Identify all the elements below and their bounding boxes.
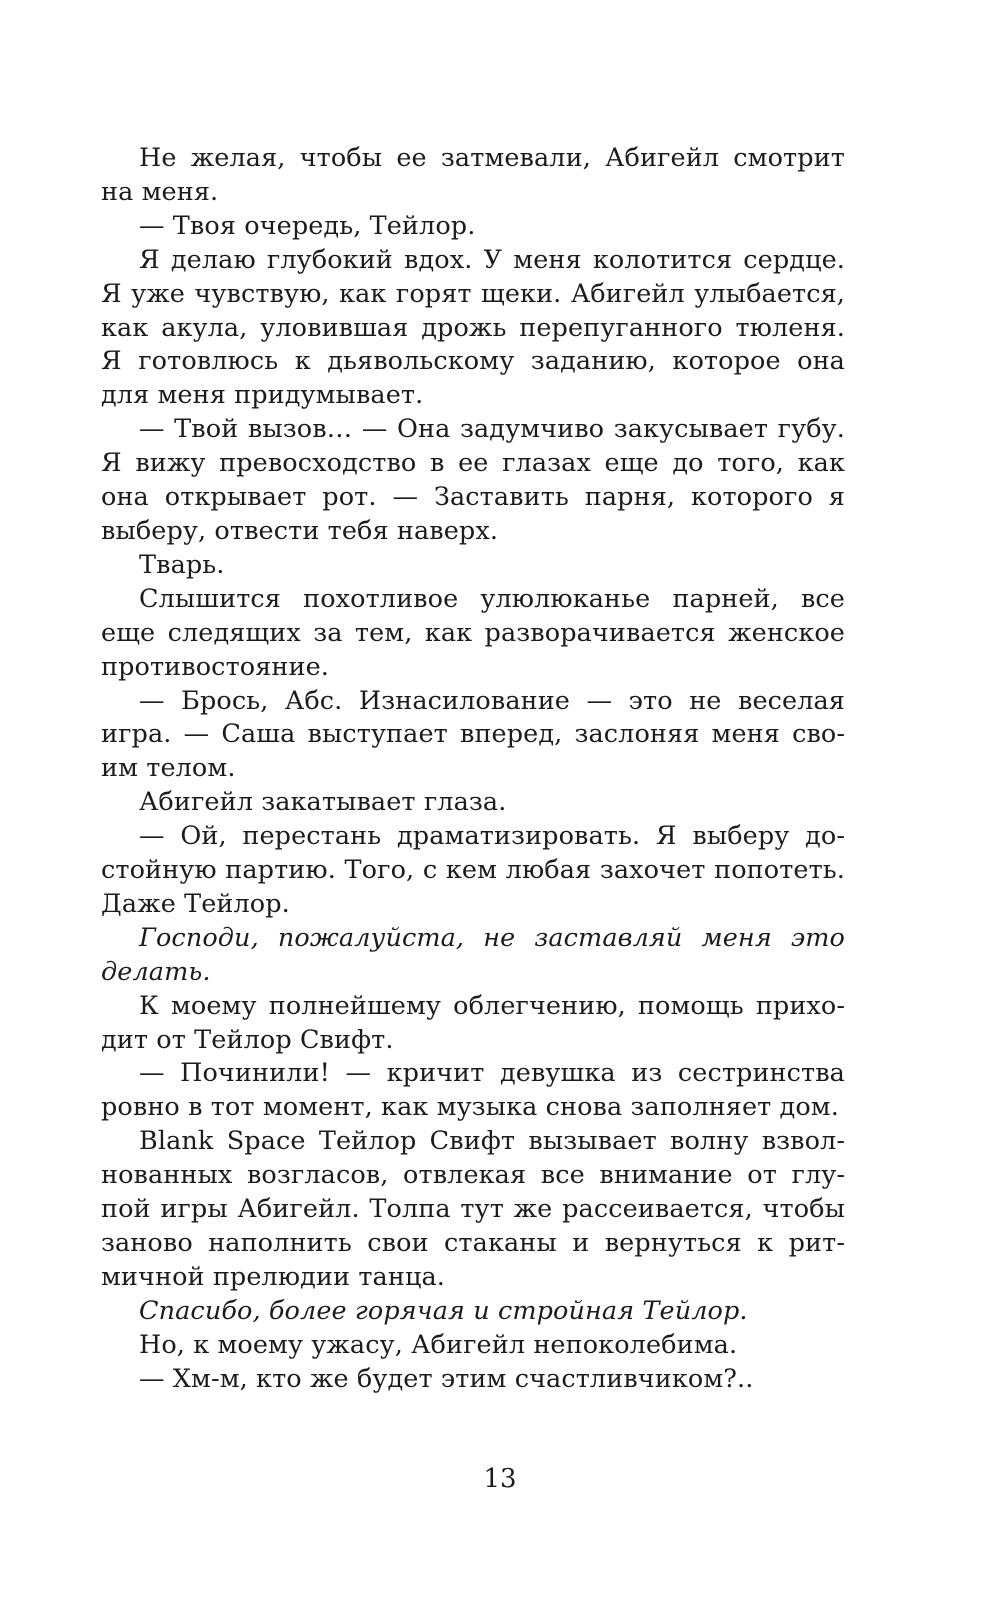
paragraph: Слышится похотливое улюлюканье парней, все еще следящих за тем, как разворачивается женское противостояние.	[101, 583, 845, 682]
paragraph: — Хм-м, кто же будет этим счастливчиком?..	[139, 1363, 754, 1394]
paragraph: К моему полнейшему облегчению, помощь приходит от Тейлор Свифт.	[101, 990, 845, 1055]
paragraph: Тварь.	[139, 549, 225, 580]
paragraph: — Починили! — кричит девушка из сестринства ровно в тот момент, как музыка снова заполняет дом.	[101, 1058, 845, 1123]
paragraph: — Брось, Абс. Изнасилование — это не веселая игра. — Саша выступает вперед, заслоняя меня своим телом.	[101, 685, 845, 784]
paragraph: Но, к моему ужасу, Абигейл непоколебима.	[139, 1329, 738, 1360]
paragraph: Blank Space Тейлор Свифт вызывает волну взволнованных возгласов, отвлекая все внимание от глупой игры Абигейл. Толпа тут же рассеивается, чтобы заново наполнить свои стаканы и вернуться к ритмичной прелюдии танца.	[101, 1126, 845, 1292]
paragraph: — Ой, перестань драматизировать. Я выберу достойную партию. Того, с кем любая захочет попотеть. Даже Тейлор.	[101, 821, 845, 919]
paragraph: Я делаю глубокий вдох. У меня колотится сердце. Я уже чувствую, как горят щеки. Абигейл улыбается, как акула, уловившая дрожь перепуганного тюленя. Я готовлюсь к дьявольскому заданию, которое она для меня придумывает.	[101, 244, 845, 411]
paragraph: — Твоя очередь, Тейлор.	[139, 210, 476, 241]
paragraph: — Твой вызов… — Она задумчиво закусывает губу. Я вижу превосходство в ее глазах еще до того, как она открывает рот. — Заставить парня, которого я выберу, отвести тебя наверх.	[101, 414, 845, 546]
paragraph: Не желая, чтобы ее затмевали, Абигейл смотрит на меня.	[101, 143, 845, 207]
body-text	[101, 142, 845, 1397]
italic-paragraph: Господи, пожалуйста, не заставляй меня это делать.	[101, 922, 845, 987]
page-number: 13	[483, 1464, 517, 1494]
italic-paragraph: Спасибо, более горячая и стройная Тейлор.	[139, 1295, 748, 1326]
paragraph: Абигейл закатывает глаза.	[139, 787, 507, 818]
